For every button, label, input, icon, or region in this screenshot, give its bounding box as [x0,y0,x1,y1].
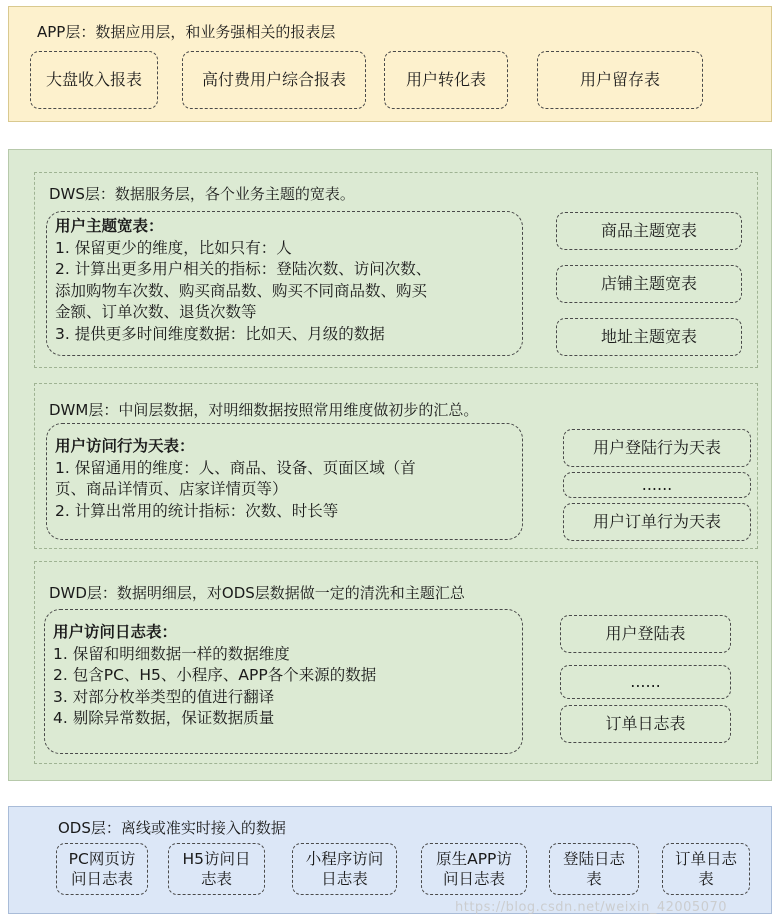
dwm-desc-line: 页、商品详情页、店家详情页等） [55,480,288,498]
dwm-desc-line: 1. 保留通用的维度：人、商品、设备、页面区域（首 [55,458,416,477]
app-layer-title: APP层：数据应用层，和业务强相关的报表层 [37,23,336,41]
dws-box-product-wide: 商品主题宽表 [556,212,742,250]
ods-box-text: 表 [586,870,602,888]
dwd-desc-line: 2. 包含PC、H5、小程序、APP各个来源的数据 [53,666,377,684]
app-box-user-conversion: 用户转化表 [384,51,508,109]
ods-box-login-log [549,843,639,895]
dwm-desc-heading: 用户访问行为天表： [55,437,195,455]
ods-box-text: 问日志表 [442,870,505,888]
dws-user-wide-table-desc [46,211,523,356]
dwm-box-ellipsis: ...... [563,472,751,498]
ods-box-text: 问日志表 [70,870,133,888]
dwd-desc-line: 1. 保留和明细数据一样的数据维度 [53,644,290,663]
dwm-title: DWM层：中间层数据，对明细数据按照常用维度做初步的汇总。 [49,401,479,419]
dwd-desc-line: 4. 剔除异常数据，保证数据质量 [53,709,275,727]
dws-desc-line: 2. 计算出更多用户相关的指标：登陆次数、访问次数、 [55,260,432,278]
dws-title: DWS层：数据服务层，各个业务主题的宽表。 [49,185,355,203]
dwd-box-user-login: 用户登陆表 [560,615,731,653]
dws-box-shop-wide: 店铺主题宽表 [556,265,742,303]
app-box-high-pay-user-report: 高付费用户综合报表 [182,51,366,109]
ods-box-text: PC网页访 [68,850,136,868]
ods-box-text: 日志表 [321,870,368,888]
dwm-box-user-order-daily: 用户订单行为天表 [563,503,751,541]
ods-box-text: 表 [698,870,714,888]
dws-box-address-wide: 地址主题宽表 [556,318,742,356]
ods-box-text: 登陆日志 [562,850,625,868]
ods-box-text: 小程序访问 [305,850,384,868]
ods-box-h5-log [168,843,265,895]
dws-desc-line: 添加购物车次数、购买商品数、购买不同商品数、购买 [55,281,428,300]
watermark: https://blog.csdn.net/weixin_42005070 [455,900,728,915]
ods-box-text: H5访问日 [182,850,251,868]
ods-box-pc-web-log [56,843,148,895]
dwm-user-behavior-desc [46,423,523,540]
dwm-box-user-login-daily: 用户登陆行为天表 [563,429,751,467]
dws-desc-line: 1. 保留更少的维度，比如只有：人 [55,238,292,257]
ods-box-native-app-log [421,843,527,895]
ods-title: ODS层：离线或准实时接入的数据 [58,819,286,837]
dwd-title: DWD层：数据明细层，对ODS层数据做一定的清洗和主题汇总 [49,584,465,602]
dwd-desc-line: 3. 对部分枚举类型的值进行翻译 [53,687,275,706]
dwd-box-ellipsis: ...... [560,665,731,699]
ods-box-text: 原生APP访 [436,850,512,868]
app-box-user-retention: 用户留存表 [537,51,703,109]
dws-desc-line: 3. 提供更多时间维度数据：比如天、月级的数据 [55,324,385,343]
ods-box-miniprogram-log [292,843,397,895]
app-box-revenue-report: 大盘收入报表 [30,51,158,109]
dwd-user-visit-log-desc [44,609,523,754]
dwd-desc-heading: 用户访问日志表： [53,623,178,641]
ods-box-text: 志表 [200,870,232,888]
dws-desc-heading: 用户主题宽表： [55,217,164,235]
ods-box-text: 订单日志 [674,850,737,868]
ods-box-order-log [662,843,750,895]
dws-desc-line: 金额、订单次数、退货次数等 [55,303,257,321]
dwd-box-order-log: 订单日志表 [560,705,731,743]
dwm-desc-line: 2. 计算出常用的统计指标：次数、时长等 [55,501,339,520]
